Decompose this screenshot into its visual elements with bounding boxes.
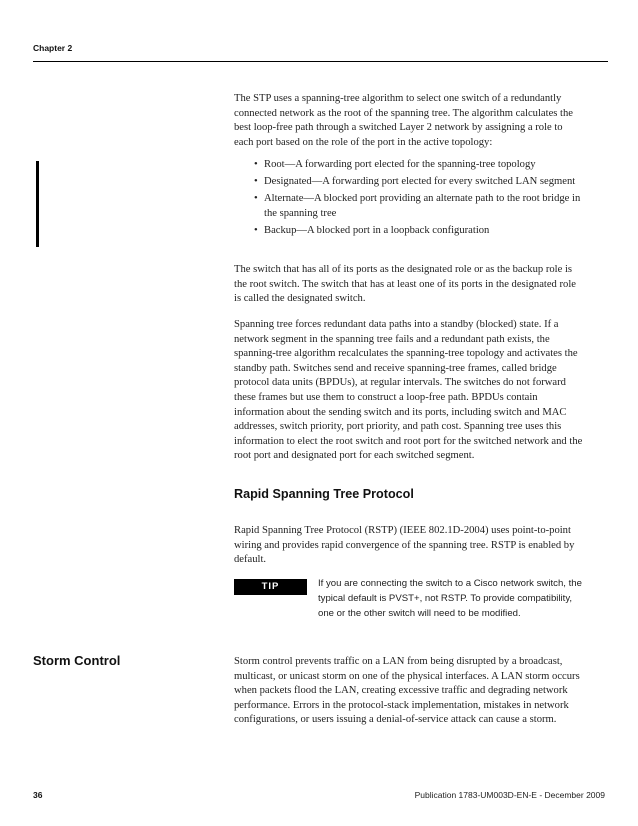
- bullet-icon: •: [254, 193, 258, 205]
- bullet-icon: •: [254, 159, 258, 170]
- tip-text: If you are connecting the switch to a Cisco network switch, the typical default is PVST+, not RSTP. To provide compatibility, one or the other switch will need to be modified.: [318, 578, 582, 619]
- stp-intro-text: The STP uses a spanning-tree algorithm to select one switch of a redundantly connected network as the root of the spanning tree. The algorithm calculates the best loop-free path through a switched Layer 2 network by assigning a role to each port based on the role of the port in the active topology:: [234, 93, 573, 148]
- publication-info: Publication 1783-UM003D-EN-E - December 2009: [414, 790, 605, 800]
- rstp-heading: Rapid Spanning Tree Protocol: [234, 487, 414, 501]
- list-item: [234, 158, 584, 173]
- stp-intro-paragraph: [234, 92, 584, 150]
- bullet-text: Root—A forwarding port elected for the spanning-tree topology: [264, 159, 536, 170]
- bullet-text: Backup—A blocked port in a loopback configuration: [264, 224, 490, 236]
- list-item: [234, 224, 584, 239]
- root-switch-paragraph: [234, 263, 584, 307]
- chapter-label: Chapter 2: [33, 43, 73, 53]
- bullet-icon: •: [254, 224, 258, 236]
- change-bar: [36, 161, 39, 247]
- bullet-text: Alternate—A blocked port providing an alternate path to the root bridge in the spanning tree: [264, 193, 581, 219]
- storm-control-text: Storm control prevents traffic on a LAN from being disrupted by a broadcast, multicast, or unicast storm on one of the physical interfaces. A LAN storm occurs when packets flood the LAN, creating excessive traffic and degrading network performance. Errors in the protocol-stack implementation, mistakes in network configurations, or users issuing a denial-of-service attack can cause a storm.: [234, 656, 580, 726]
- port-role-list: [234, 158, 584, 241]
- list-item: [234, 175, 584, 190]
- spanning-tree-text: Spanning tree forces redundant data paths into a standby (blocked) state. If a network segment in the spanning tree fails and a redundant path exists, the spanning-tree algorithm recalculates the spanning-tree topology and activates the standby path. Switches send and receive spanning-tree frames, called bridge protocol data units (BPDUs), at regular intervals. The switches do not forward these frames but use them to construct a loop-free path. BPDUs contain information about the sending switch and its ports, including switch and MAC addresses, switch priority, port priority, and path cost. Spanning tree uses this information to elect the root switch and root port for the switched network and the root port and designated port for each switched segment.: [234, 319, 583, 462]
- header-rule: [33, 61, 608, 62]
- rstp-paragraph: [234, 524, 584, 568]
- root-switch-text: The switch that has all of its ports as the designated role or as the backup role is the root switch. The switch that has at least one of its ports in the designated role is called the designated switch.: [234, 264, 576, 305]
- spanning-tree-paragraph: [234, 318, 584, 464]
- tip-badge: TIP: [234, 579, 307, 595]
- storm-control-heading: Storm Control: [33, 653, 121, 668]
- storm-control-paragraph: [234, 655, 584, 728]
- page-number: 36: [33, 790, 43, 800]
- bullet-icon: •: [254, 176, 258, 188]
- bullet-text: Designated—A forwarding port elected for every switched LAN segment: [264, 176, 576, 188]
- list-item: [234, 192, 584, 221]
- rstp-text: Rapid Spanning Tree Protocol (RSTP) (IEEE 802.1D-2004) uses point-to-point wiring and provides rapid convergence of the spanning tree. RSTP is enabled by default.: [234, 525, 575, 566]
